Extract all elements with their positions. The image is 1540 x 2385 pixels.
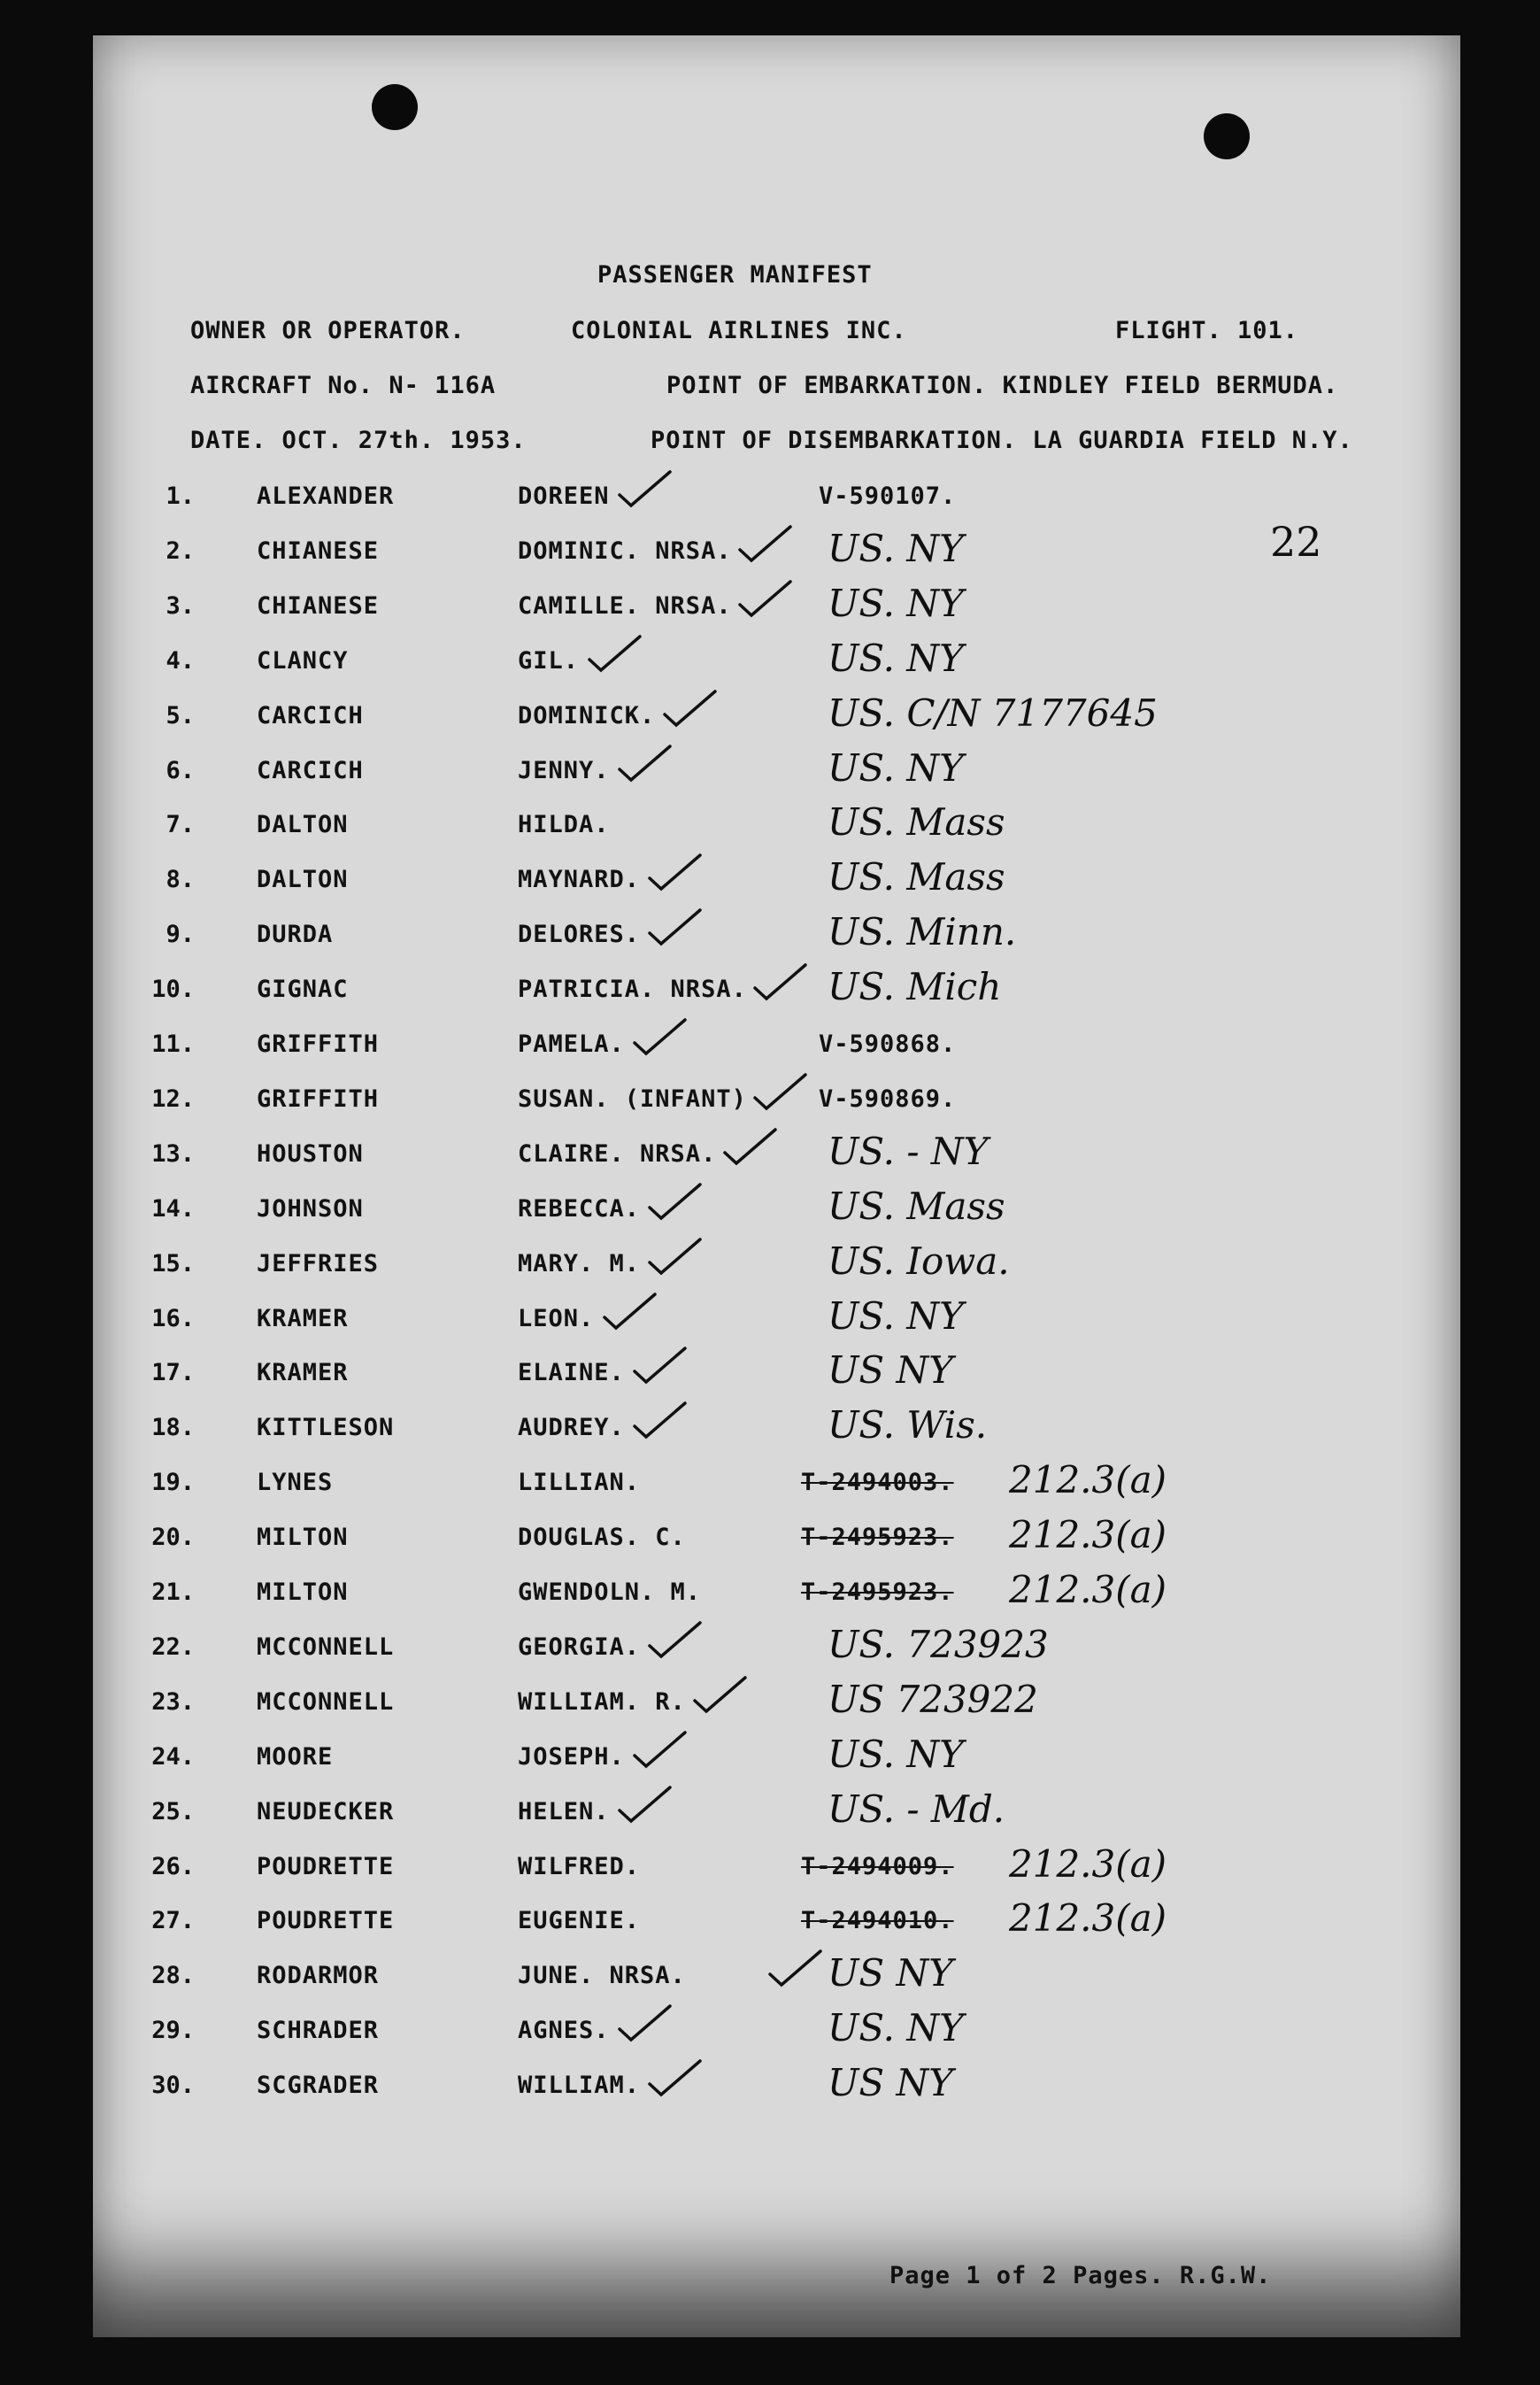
row-number: 25. <box>151 1797 195 1825</box>
row-number: 29. <box>151 2017 195 2045</box>
passenger-given-name: PAMELA. <box>518 1030 625 1058</box>
handwritten-note: US. Mass <box>828 800 1005 845</box>
passenger-given-name: CLAIRE. NRSA. <box>518 1139 717 1168</box>
row-number: 8. <box>166 866 195 894</box>
passenger-surname: HOUSTON <box>257 1139 364 1168</box>
check-mark-icon <box>615 741 677 785</box>
passenger-surname: DALTON <box>257 811 349 839</box>
row-number: 28. <box>151 1962 195 1990</box>
passenger-given-name: HILDA. <box>518 811 610 839</box>
passenger-given-name: WILLIAM. <box>518 2072 641 2100</box>
row-number: 11. <box>151 1030 195 1058</box>
check-mark-icon <box>735 521 797 566</box>
row-number: 27. <box>151 1907 195 1935</box>
disembarkation-point: POINT OF DISEMBARKATION. LA GUARDIA FIELD N.Y. <box>651 427 1353 454</box>
passenger-surname: POUDRETTE <box>257 1907 395 1935</box>
check-mark-icon <box>766 1946 828 1990</box>
handwritten-note: US. Mass <box>828 1184 1005 1228</box>
row-number: 2. <box>166 536 195 565</box>
passenger-given-name: AGNES. <box>518 2017 610 2045</box>
typed-note: T-2494003. <box>801 1469 954 1497</box>
passenger-given-name: HELEN. <box>518 1797 610 1825</box>
passenger-given-name: PATRICIA. NRSA. <box>518 976 747 1004</box>
check-mark-icon <box>615 467 677 511</box>
typed-note: T-2494009. <box>801 1852 954 1880</box>
passenger-surname: KRAMER <box>257 1304 349 1332</box>
handwritten-note: US NY <box>828 1951 953 1995</box>
passenger-given-name: GWENDOLN. M. <box>518 1578 702 1606</box>
handwritten-note: 212.3(a) <box>1009 1458 1167 1502</box>
handwritten-note: US. C/N 7177645 <box>828 691 1158 735</box>
row-number: 19. <box>151 1469 195 1497</box>
handwritten-note: US NY <box>828 1348 953 1393</box>
passenger-given-name: REBECCA. <box>518 1194 641 1223</box>
row-number: 15. <box>151 1249 195 1277</box>
row-number: 20. <box>151 1524 195 1552</box>
row-number: 6. <box>166 756 195 784</box>
row-number: 5. <box>166 701 195 729</box>
handwritten-note: US. NY <box>828 745 964 790</box>
row-number: 3. <box>166 591 195 620</box>
passenger-surname: MILTON <box>257 1578 349 1606</box>
check-mark-icon <box>660 686 722 730</box>
row-number: 26. <box>151 1852 195 1880</box>
owner-value: COLONIAL AIRLINES INC. <box>571 317 907 344</box>
passenger-given-name: LEON. <box>518 1304 595 1332</box>
row-number: 21. <box>151 1578 195 1606</box>
passenger-surname: KRAMER <box>257 1359 349 1387</box>
row-number: 14. <box>151 1194 195 1223</box>
row-number: 10. <box>151 976 195 1004</box>
passenger-surname: SCHRADER <box>257 2017 380 2045</box>
passenger-surname: MOORE <box>257 1742 334 1771</box>
row-number: 23. <box>151 1687 195 1716</box>
page-footer: Page 1 of 2 Pages. R.G.W. <box>889 2262 1272 2289</box>
row-number: 24. <box>151 1742 195 1771</box>
owner-label: OWNER OR OPERATOR. <box>190 317 466 344</box>
page-number-mark: 22 <box>1270 518 1322 566</box>
manifest-page <box>93 35 1460 2337</box>
passenger-given-name: JUNE. NRSA. <box>518 1962 686 1990</box>
passenger-given-name: MARY. M. <box>518 1249 641 1277</box>
check-mark-icon <box>645 1179 707 1223</box>
handwritten-note: US NY <box>828 2061 953 2105</box>
flight-number: FLIGHT. 101. <box>1115 317 1299 344</box>
handwritten-note: US. NY <box>828 1732 964 1776</box>
row-number: 22. <box>151 1632 195 1661</box>
typed-note: V-590868. <box>819 1030 957 1058</box>
row-number: 4. <box>166 646 195 675</box>
typed-note: V-590107. <box>819 482 957 510</box>
passenger-surname: CARCICH <box>257 756 364 784</box>
punch-hole-left <box>372 84 418 130</box>
handwritten-note: US. Wis. <box>828 1403 988 1447</box>
passenger-given-name: DOMINIC. NRSA. <box>518 536 732 565</box>
handwritten-note: US. Mass <box>828 855 1005 899</box>
passenger-surname: GRIFFITH <box>257 1030 380 1058</box>
passenger-surname: KITTLESON <box>257 1414 395 1442</box>
typed-note: T-2494010. <box>801 1907 954 1935</box>
passenger-surname: JOHNSON <box>257 1194 364 1223</box>
check-mark-icon <box>630 1398 692 1442</box>
handwritten-note: US 723922 <box>828 1677 1038 1721</box>
handwritten-note: 212.3(a) <box>1009 1896 1167 1941</box>
handwritten-note: 212.3(a) <box>1009 1841 1167 1886</box>
check-mark-icon <box>600 1289 662 1333</box>
passenger-given-name: SUSAN. (INFANT) <box>518 1084 747 1113</box>
check-mark-icon <box>615 2001 677 2045</box>
handwritten-note: US. NY <box>828 581 964 625</box>
check-mark-icon <box>751 1069 812 1114</box>
check-mark-icon <box>645 1234 707 1278</box>
check-mark-icon <box>585 631 647 675</box>
handwritten-note: US. NY <box>828 526 964 570</box>
passenger-surname: CARCICH <box>257 701 364 729</box>
passenger-surname: POUDRETTE <box>257 1852 395 1880</box>
check-mark-icon <box>615 1782 677 1826</box>
passenger-given-name: CAMILLE. NRSA. <box>518 591 732 620</box>
passenger-surname: LYNES <box>257 1469 334 1497</box>
aircraft-number: AIRCRAFT No. N- 116A <box>190 372 497 399</box>
row-number: 9. <box>166 921 195 949</box>
handwritten-note: US. - NY <box>828 1129 989 1173</box>
passenger-given-name: DOUGLAS. C. <box>518 1524 686 1552</box>
handwritten-note: 212.3(a) <box>1009 1513 1167 1557</box>
handwritten-note: US. Iowa. <box>828 1239 1010 1283</box>
row-number: 30. <box>151 2072 195 2100</box>
row-number: 18. <box>151 1414 195 1442</box>
passenger-given-name: GEORGIA. <box>518 1632 641 1661</box>
passenger-given-name: DOREEN <box>518 482 610 510</box>
handwritten-note: US. Mich <box>828 965 1002 1009</box>
passenger-surname: MCCONNELL <box>257 1632 395 1661</box>
handwritten-note: US. NY <box>828 636 964 680</box>
passenger-surname: GRIFFITH <box>257 1084 380 1113</box>
check-mark-icon <box>645 2056 707 2100</box>
passenger-surname: NEUDECKER <box>257 1797 395 1825</box>
passenger-surname: CHIANESE <box>257 591 380 620</box>
passenger-given-name: AUDREY. <box>518 1414 625 1442</box>
passenger-given-name: ELAINE. <box>518 1359 625 1387</box>
passenger-surname: ALEXANDER <box>257 482 395 510</box>
row-number: 16. <box>151 1304 195 1332</box>
row-number: 12. <box>151 1084 195 1113</box>
typed-note: V-590869. <box>819 1084 957 1113</box>
passenger-surname: DALTON <box>257 866 349 894</box>
passenger-given-name: DOMINICK. <box>518 701 656 729</box>
row-number: 1. <box>166 482 195 510</box>
passenger-given-name: EUGENIE. <box>518 1907 641 1935</box>
passenger-given-name: DELORES. <box>518 921 641 949</box>
typed-note: T-2495923. <box>801 1524 954 1552</box>
passenger-given-name: MAYNARD. <box>518 866 641 894</box>
passenger-surname: MCCONNELL <box>257 1687 395 1716</box>
handwritten-note: 212.3(a) <box>1009 1568 1167 1611</box>
passenger-surname: RODARMOR <box>257 1962 380 1990</box>
check-mark-icon <box>720 1124 782 1169</box>
handwritten-note: US. - Md. <box>828 1787 1005 1831</box>
check-mark-icon <box>630 1015 692 1059</box>
passenger-surname: MILTON <box>257 1524 349 1552</box>
passenger-surname: CLANCY <box>257 646 349 675</box>
passenger-surname: JEFFRIES <box>257 1249 380 1277</box>
check-mark-icon <box>735 576 797 621</box>
row-number: 17. <box>151 1359 195 1387</box>
check-mark-icon <box>645 905 707 949</box>
passenger-surname: SCGRADER <box>257 2072 380 2100</box>
punch-hole-right <box>1204 113 1250 159</box>
check-mark-icon <box>645 850 707 894</box>
passenger-surname: DURDA <box>257 921 334 949</box>
row-number: 7. <box>166 811 195 839</box>
typed-note: T-2495923. <box>801 1578 954 1606</box>
handwritten-note: US. NY <box>828 2006 964 2050</box>
passenger-given-name: WILFRED. <box>518 1852 641 1880</box>
page-title: PASSENGER MANIFEST <box>597 261 873 289</box>
passenger-surname: GIGNAC <box>257 976 349 1004</box>
handwritten-note: US. Minn. <box>828 910 1017 954</box>
embarkation-point: POINT OF EMBARKATION. KINDLEY FIELD BERMUDA. <box>666 372 1339 399</box>
passenger-given-name: WILLIAM. R. <box>518 1687 686 1716</box>
check-mark-icon <box>645 1617 707 1662</box>
check-mark-icon <box>690 1672 752 1717</box>
passenger-given-name: GIL. <box>518 646 580 675</box>
check-mark-icon <box>630 1727 692 1771</box>
passenger-given-name: JENNY. <box>518 756 610 784</box>
handwritten-note: US. 723923 <box>828 1622 1049 1666</box>
check-mark-icon <box>751 960 812 1004</box>
passenger-surname: CHIANESE <box>257 536 380 565</box>
check-mark-icon <box>630 1343 692 1387</box>
handwritten-note: US. NY <box>828 1293 964 1338</box>
flight-date: DATE. OCT. 27th. 1953. <box>190 427 527 454</box>
passenger-given-name: JOSEPH. <box>518 1742 625 1771</box>
row-number: 13. <box>151 1139 195 1168</box>
passenger-given-name: LILLIAN. <box>518 1469 641 1497</box>
